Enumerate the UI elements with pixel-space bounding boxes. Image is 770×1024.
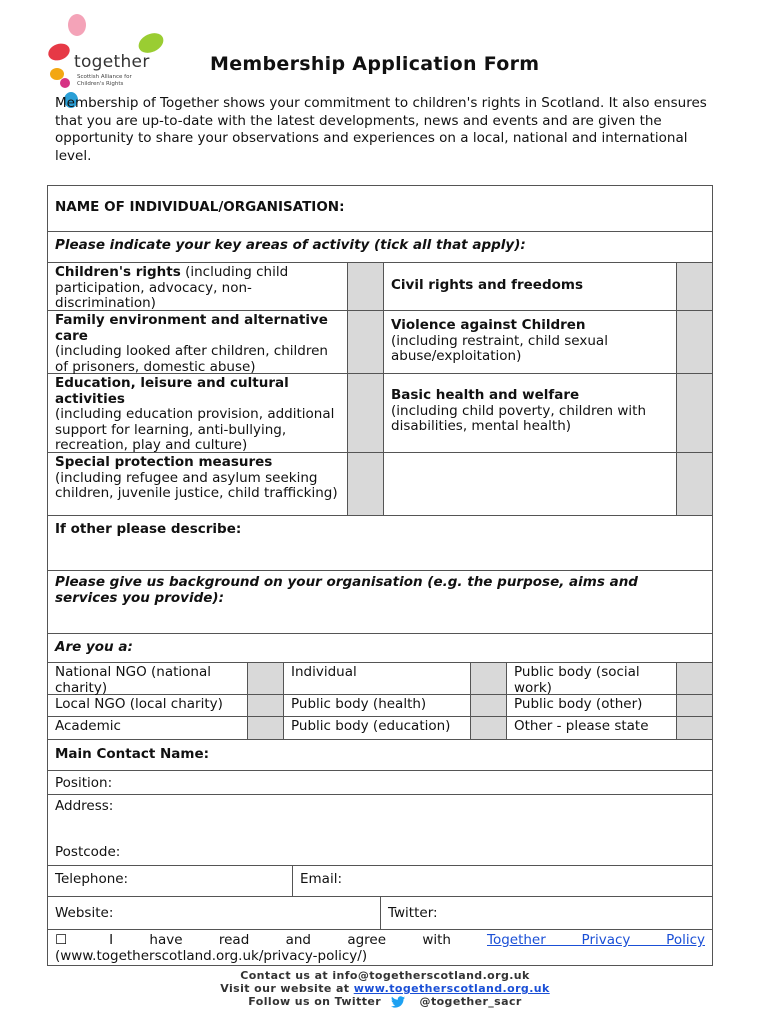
activity-prompt: Please indicate your key areas of activity (tick all that apply): — [55, 237, 526, 253]
type-option: Public body (health) — [283, 695, 470, 716]
type-checkbox[interactable] — [676, 695, 712, 716]
email-field[interactable]: Email: — [292, 866, 712, 896]
activity-row — [48, 311, 712, 374]
background-row[interactable] — [48, 571, 712, 634]
footer-website-link[interactable]: www.togetherscotland.org.uk — [353, 982, 550, 995]
activity-prompt-row — [48, 232, 712, 263]
type-checkbox[interactable] — [247, 695, 283, 716]
activity-checkbox[interactable] — [347, 311, 383, 373]
activity-desc: (including restraint, child sexual abuse/exploitation) — [391, 332, 608, 364]
name-row[interactable] — [48, 186, 712, 232]
contact-name-row[interactable] — [48, 740, 712, 771]
address-label: Address: — [55, 798, 114, 814]
activity-checkbox[interactable] — [676, 374, 712, 452]
postcode-label: Postcode: — [55, 844, 121, 860]
membership-form — [47, 185, 713, 966]
type-checkbox[interactable] — [676, 663, 712, 694]
privacy-statement — [48, 930, 712, 965]
logo-blob-red — [46, 41, 72, 64]
other-row[interactable] — [48, 516, 712, 571]
activity-title: Family environment and alternative care — [55, 312, 328, 344]
footer-twitter-handle[interactable]: @together_sacr — [419, 995, 522, 1008]
type-option: Local NGO (local charity) — [55, 696, 223, 712]
position-label: Position: — [55, 775, 113, 791]
type-option: Public body (other) — [506, 695, 676, 716]
logo-name: together — [74, 52, 150, 72]
activity-health-welfare — [383, 374, 676, 452]
activity-title: Basic health and welfare — [391, 387, 580, 403]
type-row — [48, 663, 712, 695]
activity-title: Violence against Children — [391, 317, 586, 333]
name-label: NAME OF INDIVIDUAL/ORGANISATION: — [55, 199, 345, 215]
activity-checkbox[interactable] — [347, 453, 383, 515]
type-option: Individual — [283, 663, 470, 694]
activity-checkbox[interactable] — [676, 263, 712, 310]
are-you-row — [48, 634, 712, 663]
activity-civil-rights — [383, 263, 676, 310]
activity-row — [48, 263, 712, 311]
activity-education — [48, 374, 347, 452]
activity-checkbox[interactable] — [347, 374, 383, 452]
footer-website — [0, 982, 770, 995]
type-option: Public body (social work) — [506, 663, 676, 694]
privacy-row — [48, 930, 712, 965]
address-row[interactable] — [48, 795, 712, 866]
activity-family-environment — [48, 311, 347, 373]
activity-desc: (including child poverty, children with disabilities, mental health) — [391, 402, 647, 434]
activity-checkbox[interactable] — [676, 453, 712, 515]
footer-contact-prefix: Contact us at — [240, 969, 333, 982]
twitter-bird-icon — [391, 996, 405, 1008]
activity-childrens-rights — [48, 263, 347, 310]
telephone-field[interactable]: Telephone: — [55, 871, 129, 887]
activity-checkbox[interactable] — [676, 311, 712, 373]
activity-desc: (including education provision, additional support for learning, anti-bullying, recreation, play and culture) — [55, 406, 335, 453]
privacy-text: I have read and agree with — [109, 932, 451, 948]
activity-checkbox[interactable] — [347, 263, 383, 310]
telephone-email-row — [48, 866, 712, 897]
website-twitter-row — [48, 897, 712, 930]
background-label: Please give us background on your organisation (e.g. the purpose, aims and services you provide): — [55, 574, 638, 606]
privacy-policy-link[interactable]: Together Privacy Policy — [487, 932, 705, 948]
contact-name-label: Main Contact Name: — [55, 746, 210, 762]
logo-blob-magenta — [60, 78, 70, 88]
activity-title: Special protection measures — [55, 454, 273, 470]
logo-blob-pink — [68, 14, 86, 36]
website-field[interactable]: Website: — [55, 905, 114, 921]
intro-paragraph: Membership of Together shows your commitment to children's rights in Scotland. It also ensures that you are up-to-date with the latest developments, news and events and are given the opportunity to share your observations and experiences on a local, national and international level. — [55, 95, 707, 164]
position-row[interactable] — [48, 771, 712, 795]
type-checkbox[interactable] — [247, 663, 283, 694]
privacy-checkbox[interactable]: ☐ — [55, 932, 68, 948]
logo-tagline: Scottish Alliance for Children's Rights — [77, 74, 132, 87]
footer-website-prefix: Visit our website at — [220, 982, 354, 995]
privacy-url: (www.togetherscotland.org.uk/privacy-policy/) — [55, 947, 368, 964]
activity-desc: (including looked after children, children of prisoners, domestic abuse) — [55, 343, 328, 375]
type-checkbox[interactable] — [470, 717, 506, 739]
activity-desc: (including refugee and asylum seeking children, juvenile justice, child trafficking) — [55, 469, 338, 501]
activity-title: Children's rights — [55, 264, 181, 280]
footer-contact — [0, 969, 770, 982]
type-checkbox[interactable] — [676, 717, 712, 739]
type-option: Other - please state — [506, 717, 676, 739]
type-option: Public body (education) — [283, 717, 470, 739]
footer-twitter-prefix: Follow us on Twitter — [248, 995, 382, 1008]
type-checkbox[interactable] — [470, 695, 506, 716]
footer-twitter — [0, 995, 770, 1008]
type-checkbox[interactable] — [247, 717, 283, 739]
other-label: If other please describe: — [55, 521, 242, 537]
type-option: National NGO (national charity) — [55, 664, 212, 696]
type-checkbox[interactable] — [470, 663, 506, 694]
page-title: Membership Application Form — [210, 53, 540, 75]
activity-row — [48, 374, 712, 453]
footer-contact-email[interactable]: info@togetherscotland.org.uk — [332, 969, 530, 982]
activity-special-protection — [48, 453, 347, 515]
activity-row — [48, 453, 712, 516]
activity-desc: (including child participation, advocacy, non-discrimination) — [55, 264, 289, 311]
are-you-label: Are you a: — [55, 639, 133, 655]
activity-title: Education, leisure and cultural activities — [55, 375, 289, 407]
type-row — [48, 695, 712, 717]
activity-title: Civil rights and freedoms — [391, 277, 584, 293]
activity-violence — [383, 311, 676, 373]
twitter-field[interactable]: Twitter: — [380, 897, 712, 929]
type-row — [48, 717, 712, 740]
activity-empty — [383, 453, 676, 515]
type-option: Academic — [55, 718, 121, 734]
